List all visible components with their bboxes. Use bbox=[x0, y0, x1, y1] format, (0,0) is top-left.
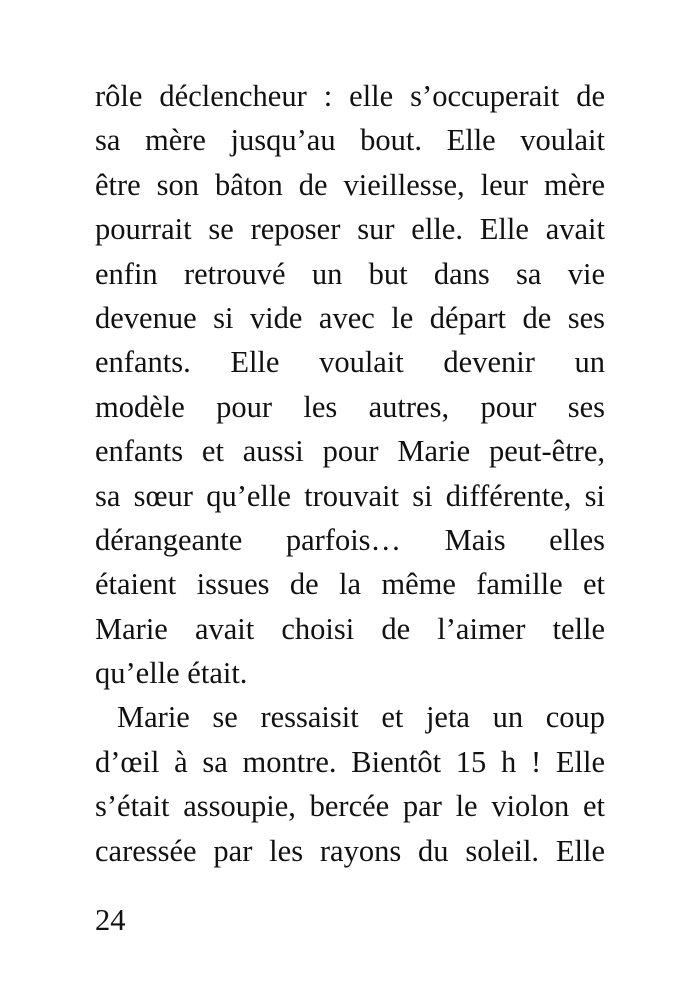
text-line: devenue si vide avec le départ de ses bbox=[95, 300, 605, 335]
text-line: d’œil à sa montre. Bientôt 15 h ! Elle bbox=[95, 744, 605, 779]
paragraph-2 bbox=[95, 695, 605, 873]
text-line: rôle déclencheur : elle s’occuperait de bbox=[95, 79, 605, 113]
text-line: modèle pour les autres, pour ses bbox=[95, 389, 605, 424]
text-line: sa sœur qu’elle trouvait si différente, si bbox=[95, 478, 605, 513]
text-line: s’était assoupie, bercée par le violon et bbox=[95, 789, 605, 824]
text-line: Marie avait choisi de l’aimer telle bbox=[95, 611, 605, 646]
page-number: 24 bbox=[95, 903, 126, 937]
text-line: pourrait se reposer sur elle. Elle avait bbox=[95, 212, 605, 247]
text-line: être son bâton de vieillesse, leur mère bbox=[95, 167, 605, 202]
text-line: enfin retrouvé un but dans sa vie bbox=[95, 256, 605, 291]
body-text bbox=[95, 74, 605, 873]
text-line: qu’elle était. bbox=[95, 656, 248, 691]
text-line: enfants. Elle voulait devenir un bbox=[95, 345, 605, 380]
text-line: étaient issues de la même famille et bbox=[95, 567, 605, 602]
text-line: dérangeante parfois… Mais elles bbox=[95, 522, 605, 557]
text-line: Marie se ressaisit et jeta un coup bbox=[117, 700, 605, 735]
text-line: caressée par les rayons du soleil. Elle bbox=[95, 833, 605, 868]
text-line: sa mère jusqu’au bout. Elle voulait bbox=[95, 123, 605, 158]
text-line: enfants et aussi pour Marie peut-être, bbox=[95, 434, 605, 469]
paragraph-1 bbox=[95, 74, 605, 695]
